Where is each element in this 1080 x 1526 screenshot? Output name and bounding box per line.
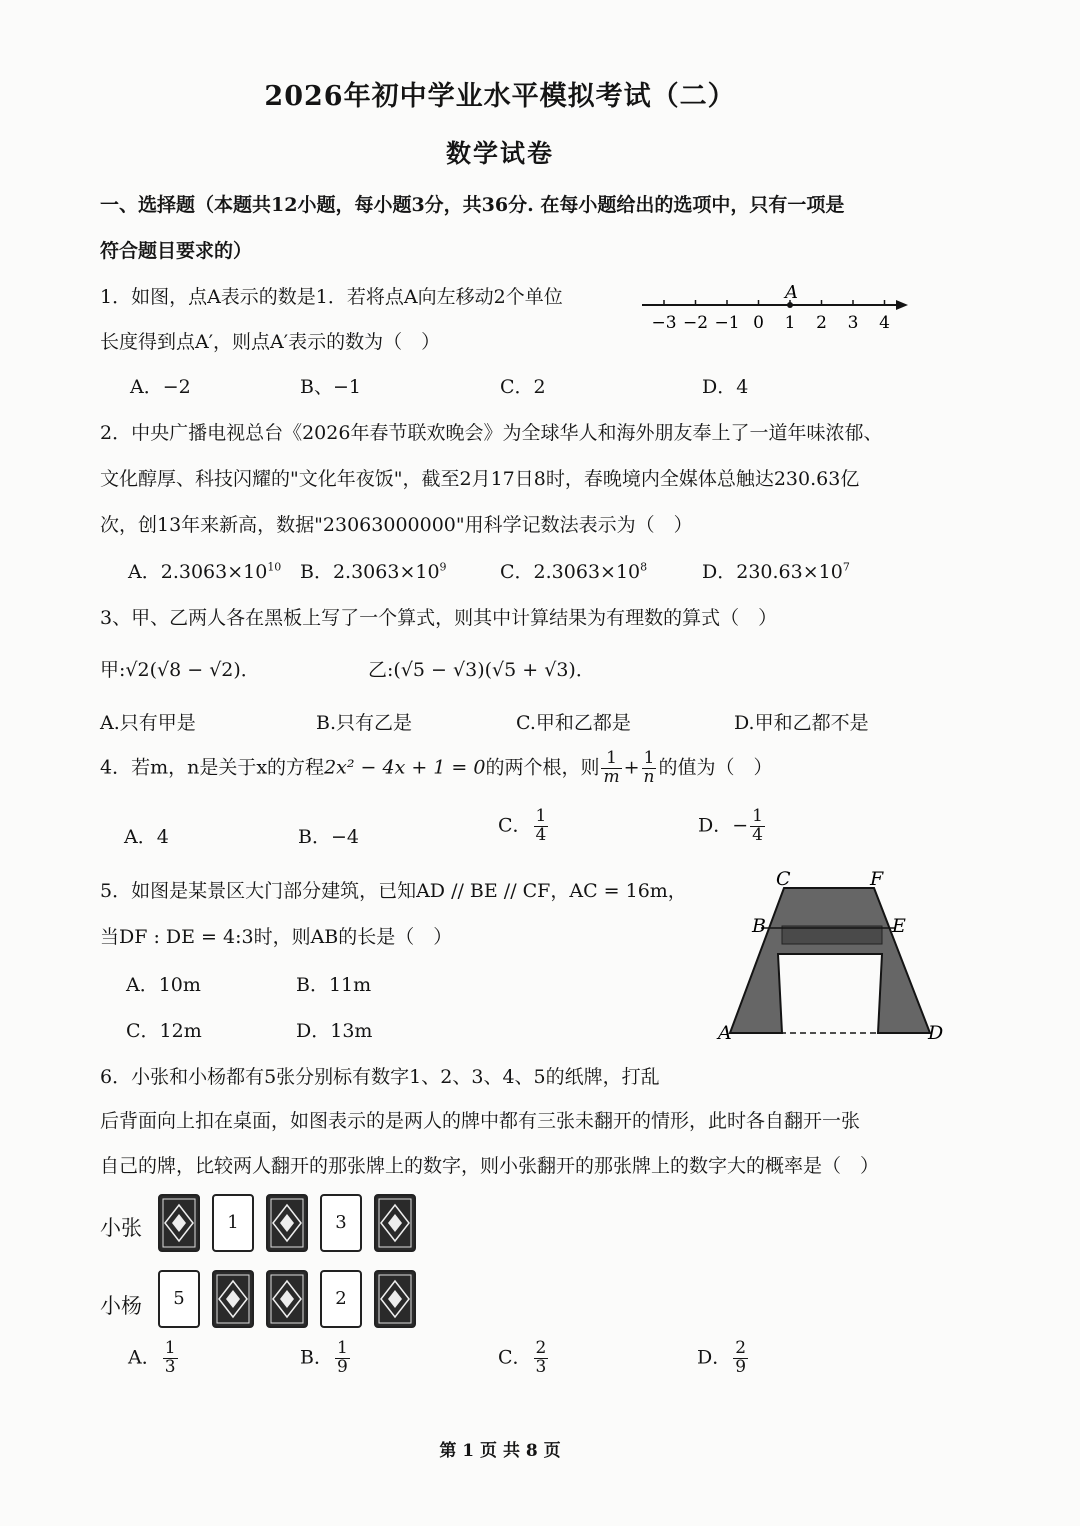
label-e: E <box>892 915 906 937</box>
label-d: D <box>928 1022 944 1044</box>
q3-yi-expression: 乙:(√5 − √3)(√5 + √3)． <box>368 659 595 681</box>
q2-text-line2: 文化醇厚、科技闪耀的"文化年夜饭"，截至2月17日8时，春晚境内全媒体总触达230.63亿 <box>100 468 860 490</box>
section-heading: 一、选择题（本题共12小题，每小题3分，共36分. 在每小题给出的选项中，只有一项是 <box>100 194 845 216</box>
number-line-arrow <box>896 300 908 310</box>
section-heading-cont: 符合题目要求的） <box>100 240 253 262</box>
q4-option-a: A．4 <box>124 826 169 848</box>
q6-text-line1: 6．小张和小杨都有5张分别标有数字1、2、3、4、5的纸牌，打乱 <box>100 1066 660 1088</box>
q6-text-line2: 后背面向上扣在桌面，如图表示的是两人的牌中都有三张未翻开的情形，此时各自翻开一张 <box>100 1110 861 1132</box>
q3-text: 3、甲、乙两人各在黑板上写了一个算式，则其中计算结果为有理数的算式（ ） <box>100 607 778 629</box>
q1-text-line1: 1．如图，点A表示的数是1．若将点A向左移动2个单位 <box>100 286 563 308</box>
number-line-tick-label: 2 <box>816 313 827 333</box>
q1-text-line2: 长度得到点A′，则点A′表示的数为（ ） <box>100 331 441 353</box>
q2-option-c: C．$2.3063\times 10^8$ <box>500 560 648 583</box>
q5-text-line1: 5．如图是某景区大门部分建筑，已知AD // BE // CF，AC = 16m， <box>100 880 687 902</box>
card-face-xiaoyang <box>158 1270 200 1328</box>
q1-option-a: A．−2 <box>130 376 191 398</box>
gate-structure <box>730 888 930 1033</box>
number-line-tick-label: 4 <box>879 313 890 333</box>
exam-title: 2026年初中学业水平模拟考试（二） <box>264 81 736 112</box>
card-number: 5 <box>173 1288 185 1309</box>
q3-option-c: C.甲和乙都是 <box>516 712 631 734</box>
q3-jia-expression: 甲:√2(√8 − √2)． <box>100 659 260 681</box>
q6-text-line3: 自己的牌，比较两人翻开的那张牌上的数字，则小张翻开的那张牌上的数字大的概率是（ ） <box>100 1155 880 1177</box>
label-xiaozhang: 小张 <box>100 1216 142 1240</box>
q2-option-d: D．$230.63\times 10^7$ <box>702 560 850 583</box>
q4-equation: 2x² − 4x + 1 = 0 <box>324 756 486 779</box>
number-line-tick-label: −3 <box>651 313 677 333</box>
card-back-xiaozhang <box>266 1194 308 1252</box>
q2-text-line3: 次，创13年来新高，数据"23063000000"用科学记数法表示为（ ） <box>100 514 693 536</box>
label-f: F <box>870 868 884 890</box>
q1-option-d: D．4 <box>702 376 749 398</box>
number-line-tick-label: 0 <box>753 313 764 333</box>
q6-option-b: B． $\frac{1}{9}$ <box>300 1338 348 1377</box>
card-back-xiaozhang <box>158 1194 200 1252</box>
number-line-tick-label: 3 <box>847 313 859 333</box>
card-back-xiaoyang <box>212 1270 254 1328</box>
exam-subtitle: 数学试卷 <box>445 139 554 168</box>
label-xiaoyang: 小杨 <box>100 1294 142 1318</box>
q2-text-line1: 2．中央广播电视总台《2026年春节联欢晚会》为全球华人和海外朋友奉上了一道年味浓郁、 <box>100 422 883 444</box>
page-footer: 第 1 页 共 8 页 <box>439 1441 561 1461</box>
q5-option-d: D．13m <box>296 1020 373 1042</box>
q2-option-a: A．$2.3063\times 10^{10}$ <box>128 560 282 583</box>
q5-option-a: A．10m <box>126 974 201 996</box>
q3-option-b: B.只有乙是 <box>316 712 413 734</box>
label-a: A <box>718 1022 732 1044</box>
point-a-label: A <box>785 282 798 303</box>
number-line-tick-label: 1 <box>784 313 796 333</box>
q2-option-b: B．$2.3063\times 10^9$ <box>300 560 447 583</box>
number-line-figure <box>636 278 916 338</box>
label-c: C <box>776 868 791 890</box>
q4-option-b: B．−4 <box>298 826 359 848</box>
q4-text: 4．若m，n是关于x的方程2x² − 4x + 1 = 0的两个根，则 $\frac{1}{m}$ + $\frac{1}{n}$ 的值为（ ） <box>100 748 773 787</box>
q5-text-line2: 当DF : DE = 4:3时，则AB的长是（ ） <box>100 926 453 948</box>
card-face-xiaozhang <box>212 1194 254 1252</box>
q3-option-a: A.只有甲是 <box>100 712 196 734</box>
q6-option-a: A． $\frac{1}{3}$ <box>128 1338 176 1377</box>
card-number: 1 <box>227 1212 239 1233</box>
card-face-xiaozhang <box>320 1194 362 1252</box>
q6-option-d: D． $\frac{2}{9}$ <box>697 1338 747 1377</box>
card-back-xiaozhang <box>374 1194 416 1252</box>
q5-option-b: B．11m <box>296 974 372 996</box>
q4-option-c: C． $\frac{1}{4}$ <box>498 806 547 845</box>
card-back-xiaoyang <box>266 1270 308 1328</box>
card-back-xiaoyang <box>374 1270 416 1328</box>
number-line-tick-label: −2 <box>682 313 709 333</box>
q1-option-c: C．2 <box>500 376 546 398</box>
gate-figure <box>716 866 950 1046</box>
q4-option-d: D．− $\frac{1}{4}$ <box>698 806 763 845</box>
number-line-tick-label: −1 <box>714 313 740 333</box>
q6-option-c: C． $\frac{2}{3}$ <box>498 1338 547 1377</box>
label-b: B <box>752 915 766 937</box>
q3-option-d: D.甲和乙都不是 <box>734 712 869 734</box>
card-face-xiaoyang <box>320 1270 362 1328</box>
q5-option-c: C．12m <box>126 1020 202 1042</box>
card-number: 2 <box>335 1288 347 1309</box>
q1-option-b: B、−1 <box>300 376 361 398</box>
card-number: 3 <box>335 1212 347 1233</box>
